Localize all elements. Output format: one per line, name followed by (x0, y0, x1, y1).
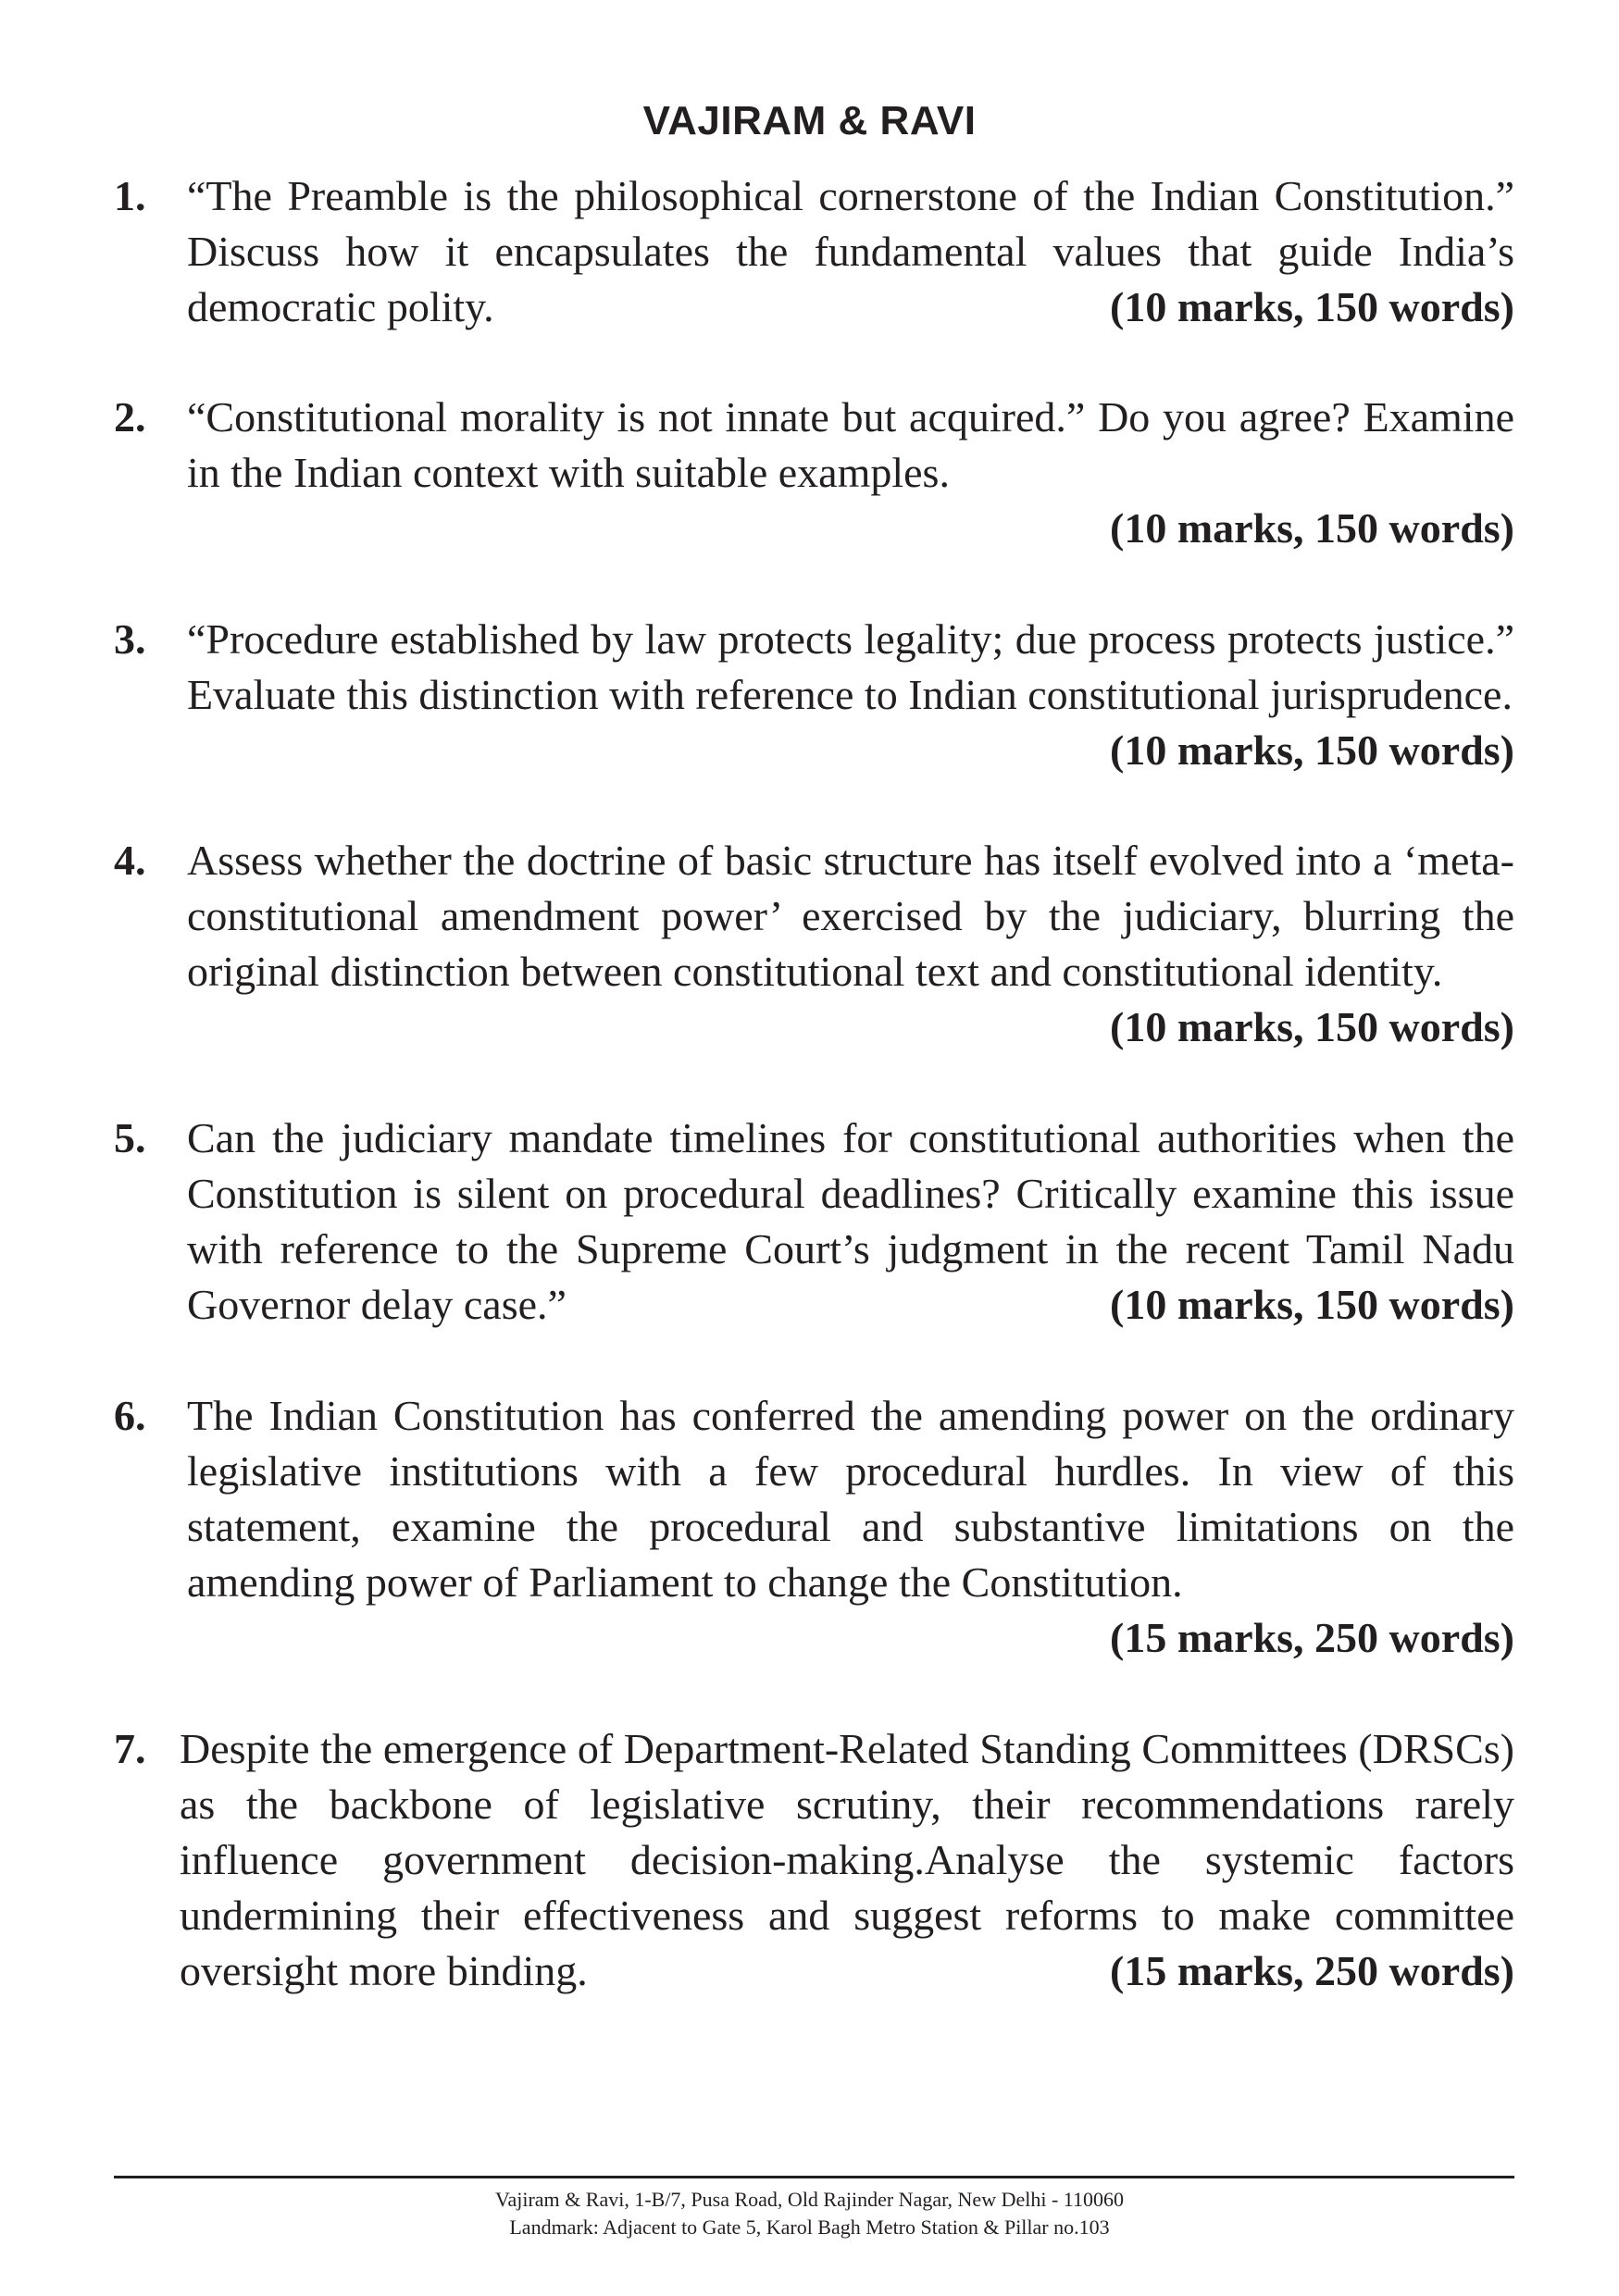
question-marks: (10 marks, 150 words) (1110, 504, 1514, 552)
question-text: Assess whether the doctrine of basic structure has itself evolved into a ‘meta-constitutional amendment power’ exercised by the judiciary, blurring the original distinction between constitutional text and constitutional identity. (187, 837, 1514, 995)
page-header-title: VAJIRAM & RAVI (642, 98, 977, 143)
question-text: “Constitutional morality is not innate but acquired.” Do you agree? Examine in the Indian context with suitable examples. (187, 393, 1514, 496)
question-number: 7. (114, 1725, 146, 1772)
footer-landmark: Landmark: Adjacent to Gate 5, Karol Bagh Metro Station & Pillar no.103 (509, 2215, 1110, 2239)
question-marks: (15 marks, 250 words) (1110, 1947, 1514, 1994)
question-marks: (15 marks, 250 words) (1110, 1614, 1514, 1661)
question-number: 5. (114, 1114, 146, 1161)
question-text: Despite the emergence of Department-Related Standing Committees (DRSCs) as the backbone of legislative scrutiny, their recommendations rarely influence government decision-making.Analyse the systemic factors undermining their effectiveness and suggest reforms to make committee oversight more binding. (180, 1725, 1514, 1994)
question-marks: (10 marks, 150 words) (1110, 726, 1514, 774)
question-marks: (10 marks, 150 words) (1110, 1003, 1514, 1050)
footer-address: Vajiram & Ravi, 1-B/7, Pusa Road, Old Rajinder Nagar, New Delhi - 110060 (495, 2188, 1124, 2211)
question-number: 2. (114, 393, 146, 441)
question-text-block (187, 612, 1514, 778)
question-marks: (10 marks, 150 words) (1110, 1281, 1514, 1328)
question-text: “Procedure established by law protects legality; due process protects justice.” Evaluate this distinction with reference to Indian constitutional jurisprudence. (187, 615, 1514, 718)
footer-divider (114, 2176, 1514, 2178)
question-text: Can the judiciary mandate timelines for constitutional authorities when the Constitution is silent on procedural deadlines? Critically examine this issue with reference to the Supreme Court’s judgment in the recent Tamil Nadu Governor delay case.” (187, 1114, 1514, 1328)
question-text-block (187, 390, 1514, 556)
question-text-block (187, 1388, 1514, 1666)
question-text-block (187, 168, 1514, 335)
question-text-block (187, 833, 1514, 1055)
question-number: 3. (114, 615, 146, 663)
question-text: The Indian Constitution has conferred the amending power on the ordinary legislative institutions with a few procedural hurdles. In view of this statement, examine the procedural and substantive limitations on the amending power of Parliament to change the Constitution. (187, 1392, 1514, 1606)
question-marks: (10 marks, 150 words) (1110, 283, 1514, 330)
question-text-block (187, 1111, 1514, 1333)
question-number: 4. (114, 837, 146, 884)
question-number: 6. (114, 1392, 146, 1439)
question-text-block (180, 1721, 1514, 1999)
question-number: 1. (114, 172, 146, 219)
question-text: “The Preamble is the philosophical cornerstone of the Indian Constitution.” Discuss how it encapsulates the fundamental values that guide India’s democratic polity. (187, 172, 1514, 330)
